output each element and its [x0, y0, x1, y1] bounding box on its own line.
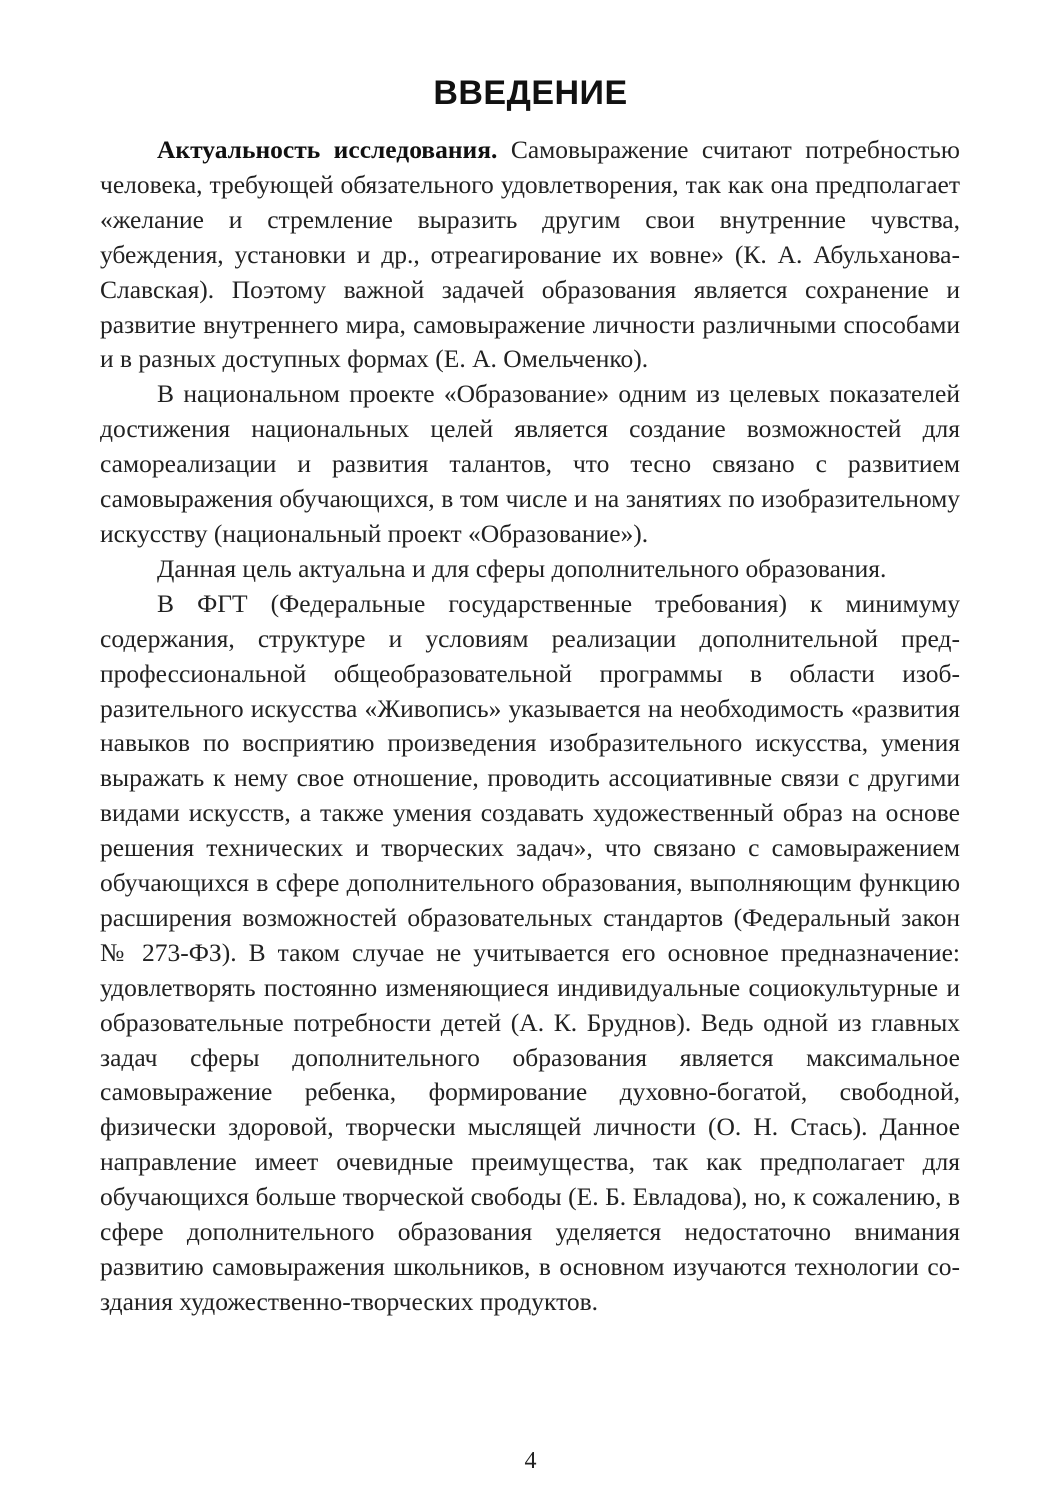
paragraph-fgt: В ФГТ (Федеральные государственные требования) к минимуму содержания, структуре и условиям реализации дополнительной предпрофессиональной общеобразовательной программы в области изобразительного искусства «Живопись» указывается на необходимость «развития навыков по восприятию произведения изобразительного искусства, умения выражать к нему свое отношение, проводить ассоциативные связи с другими видами искусств, а также умения создавать художественный образ на основе решения технических и творческих задач», что связано с самовыражением обучающихся в сфере дополнительного образования, выполняющим функцию расширения возможностей образовательных стандартов (Федеральный закон № 273-ФЗ). В таком случае не учитывается его основное предназначение: удовлетворять постоянно изменяющиеся индивидуальные социокультурные и образовательные потребности детей (А. К. Бруднов). Ведь одной из главных задач сферы дополнительного образования является максимальное самовыражение ребенка, формирование духовно-богатой, свободной, физически здоровой, творчески мыслящей личности (О. Н. Стась). Данное направление имеет очевидные преимущества, так как предполагает для обучающихся больше творческой свободы (Е. Б. Евладова), но, к сожалению, в сфере дополнительного образования уделяется недостаточно внимания развитию самовыражения школьников, в основном изучаются технологии создания художественно-творческих продуктов. [100, 588, 960, 1316]
page-number: 4 [524, 1448, 537, 1474]
page-title: ВВЕДЕНИЕ [433, 74, 628, 112]
paragraph-text: Самовыражение считают потребностью человека, требующей обязательного удовлетворения, так как она предполагает «желание и стремление выразить другим свои внутренние чувства, убеждения, установки и др., отреагирование их вовне» (К. А. Абульханова-Славская). Поэтому важной задачей образования является сохранение и развитие внутреннего мира, самовыражение личности различными способами и в разных доступных формах (Е. А. Омельченко). [100, 135, 960, 374]
paragraph-lead: Актуальность исследования. [157, 135, 498, 164]
body-text [100, 133, 960, 1320]
paragraph-relevance [100, 133, 960, 377]
paragraph-additional-education: Данная цель актуальна и для сферы дополнительного образования. [157, 553, 887, 583]
paragraph-national-project: В национальном проекте «Образование» одним из целевых показателей достижения национальных целей является создание возможностей для самореализации и развития талантов, что тесно связано с развитием самовыражения обучающихся, в том числе и на занятиях по изобразительному искусству (национальный проект «Образование»). [100, 379, 960, 548]
